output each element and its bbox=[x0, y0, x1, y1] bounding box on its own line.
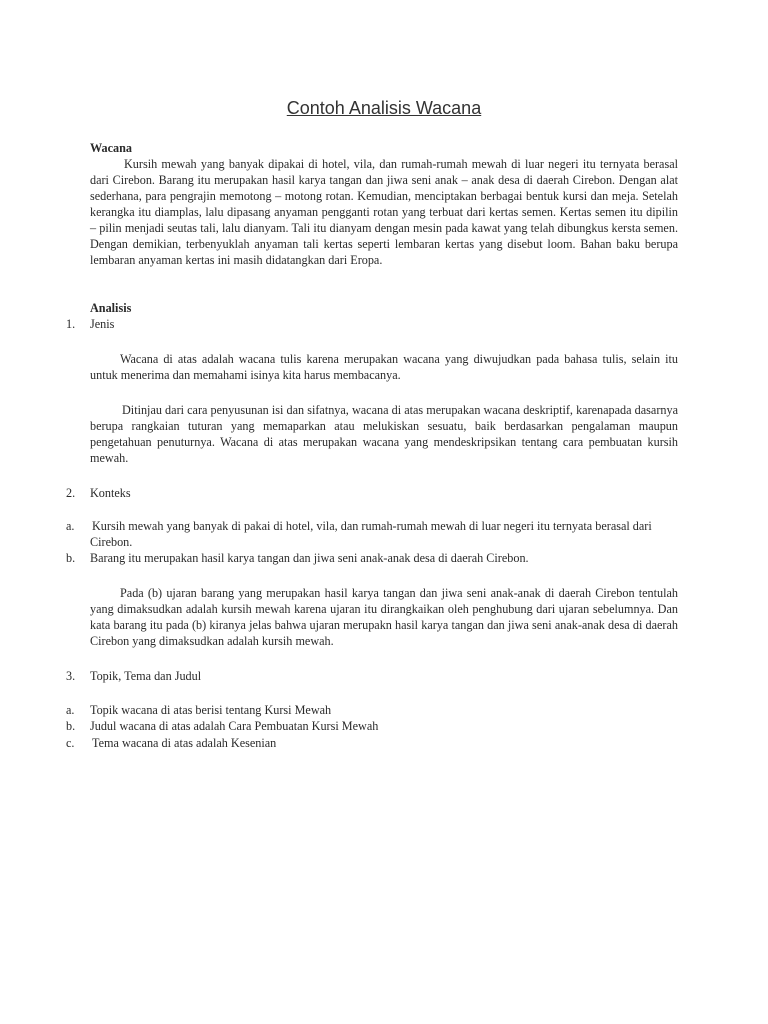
sub-text: Topik wacana di atas berisi tentang Kursi Mewah bbox=[90, 703, 332, 717]
konteks-paragraph: Pada (b) ujaran barang yang merupakan hasil karya tangan dan jiwa seni anak-anak di daerah Cirebon tentulah yang dimaksudkan adalah kursih mewah karena ujaran itu dirangkaikan oleh penghubung dari ujaran sebelumnya. Dan kata barang itu pada (b) kiranya jelas bahwa ujaran merupakn hasil karya tangan dan jiwa seni anak-anak desa di daerah Cirebon yang dimaksudkan adalah kursih mewah. bbox=[90, 586, 678, 648]
sub-letter: a. bbox=[66, 519, 75, 533]
sub-text: Judul wacana di atas adalah Cara Pembuatan Kursi Mewah bbox=[90, 719, 379, 733]
sub-letter: a. bbox=[66, 703, 75, 717]
page-title: Contoh Analisis Wacana bbox=[286, 98, 482, 118]
sub-text: Barang itu merupakan hasil karya tangan dan jiwa seni anak-anak desa di daerah Cirebon. bbox=[90, 551, 529, 565]
analisis-heading: Analisis bbox=[90, 301, 132, 315]
wacana-text: Kursih mewah yang banyak dipakai di hotel, vila, dan rumah-rumah mewah di luar negeri itu ternyata berasal dari Cirebon. Barang itu merupakan hasil karya tangan dan jiwa seni anak – anak desa di daerah Cirebon. Dengan alat sederhana, para pengrajin memotong – motong rotan. Kemudian, menciptakan berbagai bentuk kursi dan meja. Setelah kerangka itu diamplas, lalu dipasang anyaman pengganti rotan yang terbuat dari kertas semen. Kertas semen itu dipilin – pilin menjadi seutas tali, lalu dianyam. Tali itu dianyam dengan mesin pada kawat yang telah dibungkus kersta semen. Dengan demikian, terbenyuklah anyaman tali kertas seperti lembaran kertas yang disebut loom. Bahan baku berupa lembaran anyaman kertas ini masih didatangkan dari Eropa. bbox=[90, 157, 678, 267]
list-label: Konteks bbox=[90, 486, 131, 500]
wacana-heading: Wacana bbox=[90, 141, 132, 155]
sub-letter: c. bbox=[66, 736, 75, 750]
list-number: 3. bbox=[66, 669, 76, 683]
sub-text: Kursih mewah yang banyak di pakai di hotel, vila, dan rumah-rumah mewah di luar negeri itu ternyata berasal dari Cirebon. bbox=[90, 519, 652, 549]
sub-letter: b. bbox=[66, 551, 76, 565]
list-number: 2. bbox=[66, 486, 76, 500]
list-number: 1. bbox=[66, 317, 76, 331]
list-label: Jenis bbox=[90, 317, 115, 331]
list-label: Topik, Tema dan Judul bbox=[90, 669, 202, 683]
jenis-paragraph-1: Wacana di atas adalah wacana tulis karena merupakan wacana yang diwujudkan pada bahasa tulis, selain itu untuk menerima dan memahami isinya kita harus membacanya. bbox=[90, 352, 678, 382]
sub-text: Tema wacana di atas adalah Kesenian bbox=[92, 736, 277, 750]
sub-letter: b. bbox=[66, 719, 76, 733]
jenis-paragraph-2: Ditinjau dari cara penyusunan isi dan sifatnya, wacana di atas merupakan wacana deskriptif, karenapada dasarnya berupa rangkaian tuturan yang memaparkan atau melukiskan sesuatu, baik berdasarkan pengalaman maupun pengetahuan penuturnya. Wacana di atas merupakan wacana yang mendeskripsikan tentang cara pembuatan kursih mewah. bbox=[90, 403, 678, 465]
